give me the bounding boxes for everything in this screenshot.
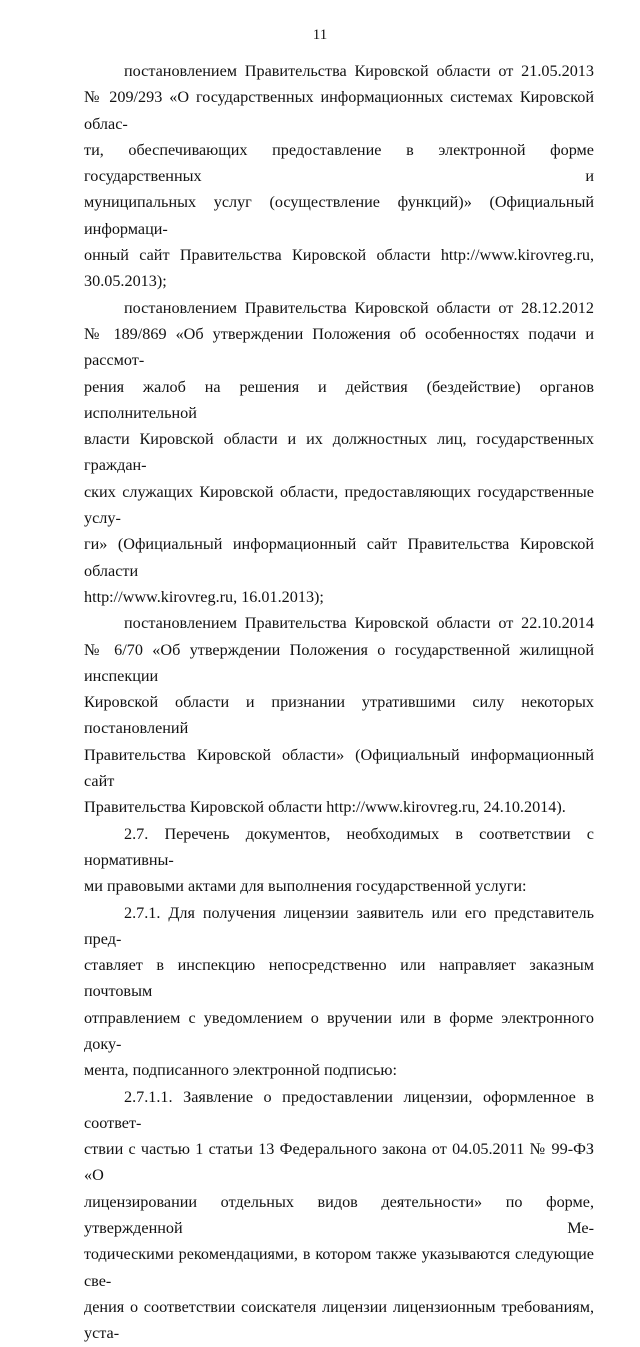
text-line: 2.7. Перечень документов, необходимых в соответствии с нормативны- — [84, 824, 594, 869]
text-line: Кировской области и признании утратившими силу некоторых постановлений — [84, 693, 594, 738]
text-line: лицензировании отдельных видов деятельности» по форме, утвержденной Ме- — [84, 1192, 594, 1238]
text-line: Правительства Кировской области» (Официальный информационный сайт — [84, 745, 594, 791]
text-line: Правительства Кировской области http://www.kirovreg.ru, 24.10.2014). — [84, 798, 566, 817]
text-line: ских служащих Кировской области, предоставляющих государственные услу- — [84, 482, 594, 528]
text-line: онный сайт Правительства Кировской области http://www.kirovreg.ru, — [84, 246, 594, 265]
paragraph-resolution-209-293 — [84, 58, 594, 295]
text-line: постановлением Правительства Кировской области от 21.05.2013 — [124, 62, 594, 80]
text-line: ги» (Официальный информационный сайт Правительства Кировской области — [84, 535, 594, 580]
text-line: рения жалоб на решения и действия (бездействие) органов исполнительной — [84, 377, 594, 422]
paragraph-resolution-189-869 — [84, 295, 594, 611]
paragraph-section-2-7-1 — [84, 900, 594, 1084]
text-line: постановлением Правительства Кировской области от 22.10.2014 — [124, 614, 594, 633]
text-line: 2.7.1.1. Заявление о предоставлении лицензии, оформленное в соответ- — [84, 1087, 594, 1132]
text-line: муниципальных услуг (осуществление функций)» (Официальный информаци- — [84, 193, 594, 238]
text-line: ми правовыми актами для выполнения государственной услуги: — [84, 877, 527, 896]
text-line: дения о соответствии соискателя лицензии лицензионным требованиям, уста- — [84, 1297, 594, 1343]
text-line: мента, подписанного электронной подписью: — [84, 1061, 398, 1080]
page-number: 11 — [312, 27, 328, 43]
text-line: № 6/70 «Об утверждении Положения о государственной жилищной инспекции — [84, 640, 594, 685]
paragraph-section-2-7 — [84, 821, 594, 900]
text-line: ти, обеспечивающих предоставление в электронной форме государственных и — [84, 140, 594, 186]
text-line: тодическими рекомендациями, в котором также указываются следующие све- — [84, 1245, 594, 1290]
text-line: власти Кировской области и их должностных лиц, государственных граждан- — [84, 430, 594, 475]
text-line: 30.05.2013); — [84, 272, 167, 291]
paragraph-section-2-7-1-1 — [84, 1084, 594, 1347]
text-line: ставляет в инспекцию непосредственно или направляет заказным почтовым — [84, 956, 594, 1001]
paragraph-resolution-6-70 — [84, 610, 594, 820]
text-line: ствии с частью 1 статьи 13 Федерального закона от 04.05.2011 № 99-ФЗ «О — [84, 1140, 594, 1185]
text-line: 2.7.1. Для получения лицензии заявитель или его представитель пред- — [84, 903, 594, 948]
text-line: отправлением с уведомлением о вручении или в форме электронного доку- — [84, 1008, 594, 1053]
text-line: http://www.kirovreg.ru, 16.01.2013); — [84, 587, 324, 606]
text-line: № 209/293 «О государственных информационных системах Кировской облас- — [84, 88, 594, 133]
document-body — [84, 58, 594, 1347]
text-line: № 189/869 «Об утверждении Положения об особенностях подачи и рассмот- — [84, 324, 594, 370]
text-line: постановлением Правительства Кировской области от 28.12.2012 — [124, 298, 594, 317]
